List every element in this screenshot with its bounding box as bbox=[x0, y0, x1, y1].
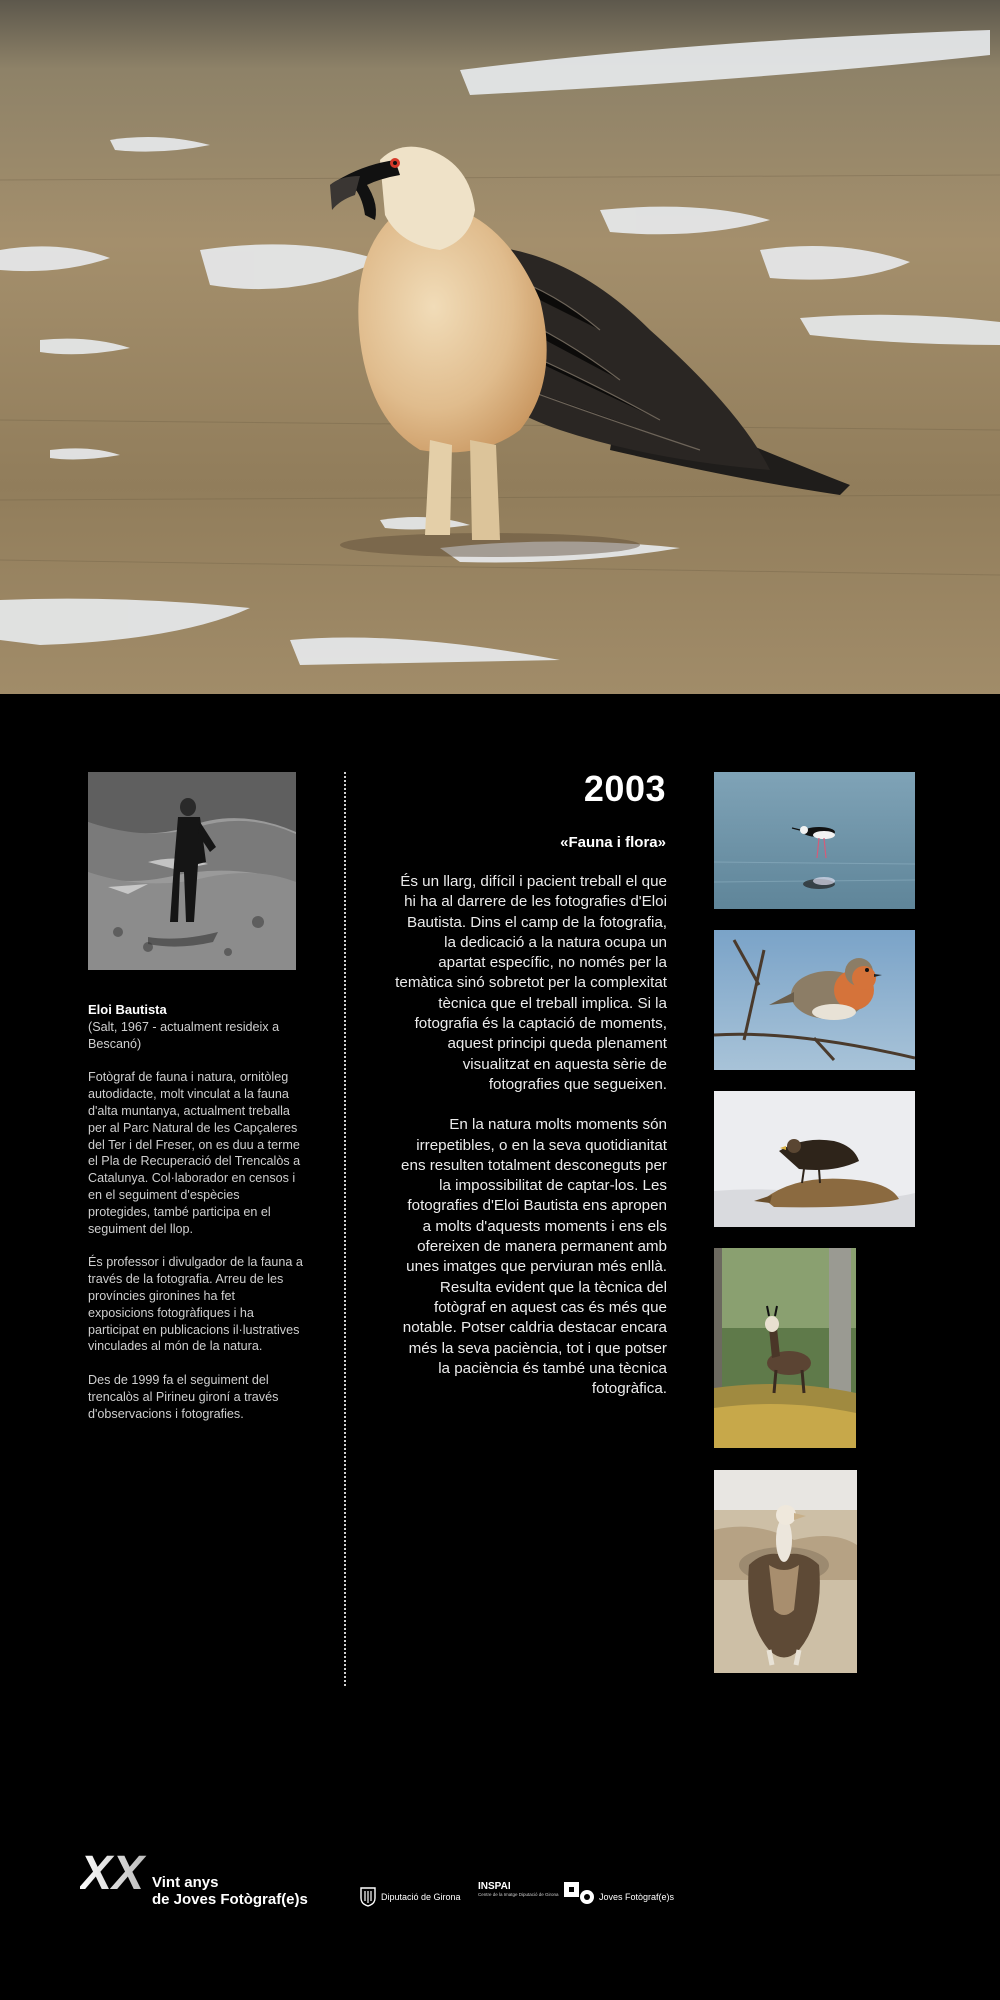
photographer-bio bbox=[88, 1002, 303, 1440]
logo-diputacio bbox=[360, 1887, 461, 1907]
thumb-griffon-vulture-photo bbox=[714, 1470, 857, 1673]
thumb-stilt-photo bbox=[714, 772, 915, 909]
photographer-birth-info: (Salt, 1967 - actualment resideix a Bescanó) bbox=[88, 1019, 280, 1051]
bio-paragraph: Fotògraf de fauna i natura, ornitòleg autodidacte, molt vinculat a la fauna d'alta muntanya, actualment treballa per al Parc Natural de les Capçaleres del Ter i del Freser, on es duu a terme el Pla de Recuperació del Trencalòs a Catalunya. Col·laborador en censos i en el seguiment d'espècies protegides, també participa en el seguiment del llop. bbox=[88, 1070, 301, 1236]
logo-inspai bbox=[478, 1882, 579, 1897]
year-heading: 2003 bbox=[583, 768, 666, 809]
main-text bbox=[395, 872, 667, 1419]
inspai-square-icon bbox=[564, 1882, 579, 1897]
bio-paragraph: És professor i divulgador de la fauna a través de la fotografia. Arreu de les províncies gironines ha fet exposicions fotogràfiques i ha participat en publicacions il·lustratives vinculades al món de la natura. bbox=[88, 1255, 303, 1354]
main-paragraph: En la natura molts moments són irrepetibles, o en la seva quotidianitat ens resulten totalment desconeguts per la impossibilitat de captar-los. Les fotografies d'Eloi Bautista ens apropen a molts d'aquests moments i ens els ofereixen de manera permanent amb unes imatges que perviuran més enllà. Resulta evident que la tècnica del fotògraf en aquest cas és més que notable. Potser caldria destacar encara més la seva paciència, tot i que potser la paciència és també una tècnica fotogràfica. bbox=[401, 1116, 667, 1398]
inspai-wordmark: INSPAI bbox=[478, 1881, 511, 1892]
logo-diputacio-label: Diputació de Girona bbox=[381, 1892, 461, 1902]
circle-dot-icon bbox=[580, 1890, 594, 1904]
brand-title bbox=[152, 1874, 308, 1908]
brand-line-1: Vint anys bbox=[152, 1874, 219, 1891]
shield-icon bbox=[360, 1887, 376, 1907]
thumb-robin-photo bbox=[714, 930, 915, 1070]
thumb-chamois-photo bbox=[714, 1248, 856, 1448]
photographer-name: Eloi Bautista bbox=[88, 1002, 167, 1017]
photographer-portrait bbox=[88, 772, 296, 970]
bio-paragraph: Des de 1999 fa el seguiment del trencalòs al Pirineu gironí a través d'observacions i fotografies. bbox=[88, 1373, 279, 1421]
main-paragraph: És un llarg, difícil i pacient treball el que hi ha al darrere de les fotografies d'Eloi Bautista. Dins el camp de la fotografia, la dedicació a la natura ocupa un apartat específic, no només per la temàtica sinó sobretot per la complexitat tècnica que el treball implica. Si la fotografia és la captació de moments, aquest principi queda plenament visualitzat en aquesta sèrie de fotografies que segueixen. bbox=[395, 873, 667, 1093]
dotted-divider bbox=[344, 772, 346, 1686]
xx-logo bbox=[80, 1845, 160, 1897]
xx-mark: XX bbox=[80, 1847, 145, 1897]
thumb-eagle-snow-photo bbox=[714, 1091, 915, 1227]
hero-photo bbox=[0, 0, 1000, 694]
logo-joves-fotografes bbox=[580, 1890, 674, 1904]
logo-joves-label: Joves Fotògraf(e)s bbox=[599, 1892, 675, 1902]
series-title: «Fauna i flora» bbox=[560, 834, 666, 851]
brand-line-2: de Joves Fotògraf(e)s bbox=[152, 1891, 308, 1908]
inspai-subtitle: Centre de la Imatge Diputació de Girona bbox=[478, 1892, 559, 1897]
